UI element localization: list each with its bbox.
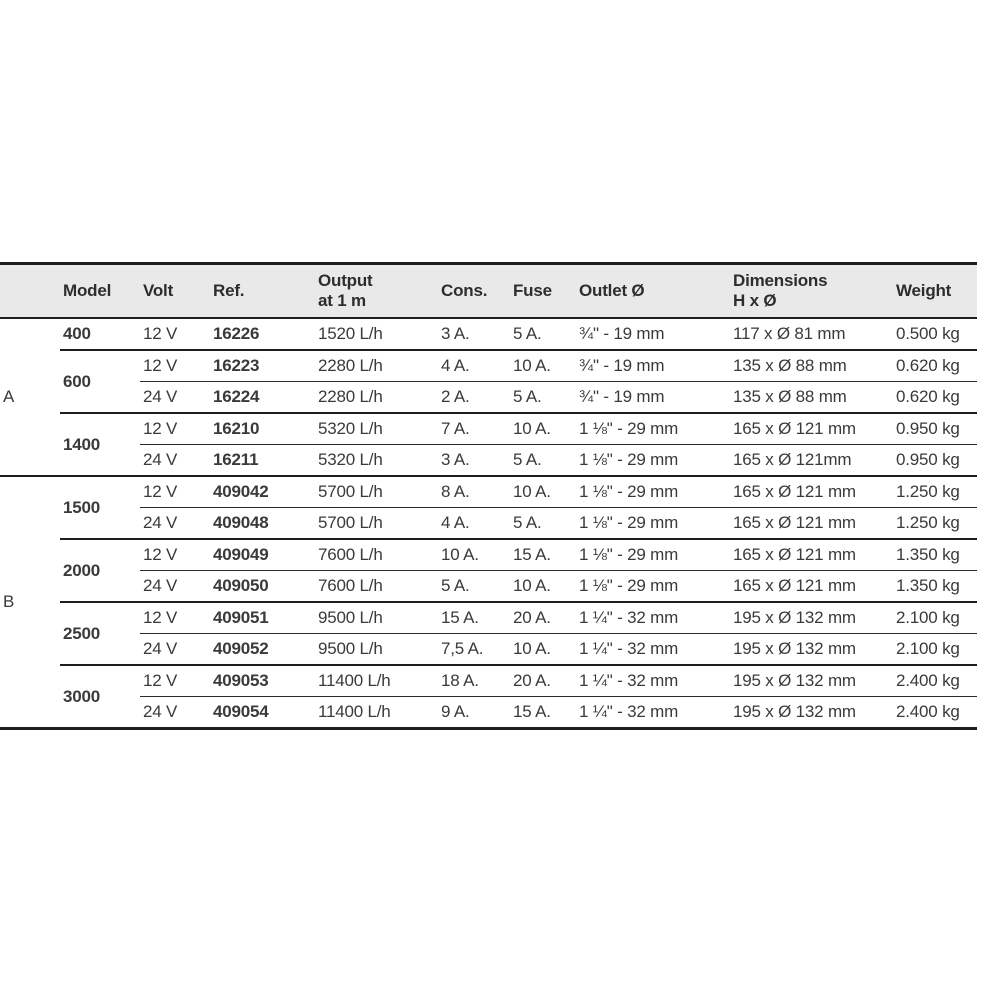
cell-weight: 2.400 kg bbox=[896, 702, 960, 721]
cell-output: 9500 L/h bbox=[315, 634, 438, 666]
cell-model: 2000 bbox=[60, 539, 140, 602]
cell-weight: 2.400 kg bbox=[893, 665, 977, 697]
table-row bbox=[0, 413, 977, 445]
cell-model: 400 bbox=[60, 318, 140, 350]
cell-outlet: 1 ¼" - 32 mm bbox=[576, 665, 730, 697]
cell-volt: 12 V bbox=[140, 350, 210, 382]
cell-fuse: 10 A. bbox=[510, 634, 576, 666]
cell-output: 5320 L/h bbox=[315, 445, 438, 477]
table-row bbox=[0, 697, 977, 729]
cell-dimensions: 165 x Ø 121mm bbox=[730, 445, 893, 477]
cell-model: 2500 bbox=[60, 602, 140, 665]
cell-cons: 5 A. bbox=[438, 571, 510, 603]
cell-outlet: 1 ¼" - 32 mm bbox=[576, 602, 730, 634]
header-dimensions-line2: H x Ø bbox=[733, 291, 777, 310]
header-weight: Weight bbox=[893, 264, 977, 319]
cell-fuse: 5 A. bbox=[510, 508, 576, 540]
cell-weight: 0.620 kg bbox=[893, 382, 977, 414]
cell-cons: 8 A. bbox=[438, 476, 510, 508]
cell-output: 9500 L/h bbox=[315, 602, 438, 634]
cell-ref: 409052 bbox=[210, 634, 315, 666]
header-dimensions-line1: Dimensions bbox=[733, 271, 828, 290]
table-row bbox=[0, 571, 977, 603]
cell-model: 600 bbox=[60, 350, 140, 413]
cell-cons: 7 A. bbox=[438, 413, 510, 445]
header-row bbox=[0, 264, 977, 319]
cell-output: 2280 L/h bbox=[315, 350, 438, 382]
cell-volt: 24 V bbox=[140, 634, 210, 666]
cell-dimensions: 165 x Ø 121 mm bbox=[730, 571, 893, 603]
cell-weight: 0.950 kg bbox=[893, 413, 977, 445]
cell-cons: 2 A. bbox=[438, 382, 510, 414]
cell-volt: 12 V bbox=[140, 318, 210, 350]
table-row bbox=[0, 634, 977, 666]
table-row bbox=[0, 602, 977, 634]
cell-ref: 409049 bbox=[210, 539, 315, 571]
cell-fuse: 5 A. bbox=[510, 382, 576, 414]
cell-fuse: 15 A. bbox=[513, 702, 551, 721]
cell-ref: 409053 bbox=[210, 665, 315, 697]
cell-cons: 10 A. bbox=[438, 539, 510, 571]
cell-weight: 0.950 kg bbox=[893, 445, 977, 477]
cell-cons: 4 A. bbox=[438, 350, 510, 382]
table-row bbox=[0, 476, 977, 508]
cell-cons: 4 A. bbox=[438, 508, 510, 540]
cell-model: 3000 bbox=[60, 665, 140, 729]
cell-outlet: 1 ⅛" - 29 mm bbox=[576, 476, 730, 508]
cell-volt: 12 V bbox=[140, 602, 210, 634]
cell-weight: 1.250 kg bbox=[893, 476, 977, 508]
cell-dimensions: 135 x Ø 88 mm bbox=[730, 382, 893, 414]
header-cons: Cons. bbox=[438, 264, 510, 319]
header-outlet: Outlet Ø bbox=[576, 264, 730, 319]
table-row bbox=[0, 665, 977, 697]
cell-fuse: 10 A. bbox=[510, 571, 576, 603]
cell-fuse: 10 A. bbox=[510, 413, 576, 445]
cell-ref: 409051 bbox=[210, 602, 315, 634]
cell-volt: 24 V bbox=[140, 445, 210, 477]
section-label-b: B bbox=[3, 592, 15, 611]
cell-outlet: ¾" - 19 mm bbox=[576, 382, 730, 414]
cell-weight: 2.100 kg bbox=[893, 602, 977, 634]
cell-model: 1400 bbox=[60, 413, 140, 476]
header-model: Model bbox=[60, 264, 140, 319]
cell-volt: 24 V bbox=[140, 382, 210, 414]
header-output bbox=[315, 264, 438, 319]
cell-ref: 409054 bbox=[213, 702, 269, 721]
cell-ref: 409042 bbox=[210, 476, 315, 508]
cell-volt: 12 V bbox=[140, 413, 210, 445]
cell-output: 5700 L/h bbox=[315, 476, 438, 508]
cell-model: 1500 bbox=[60, 476, 140, 539]
cell-weight: 1.350 kg bbox=[893, 571, 977, 603]
cell-fuse: 5 A. bbox=[510, 318, 576, 350]
cell-outlet: 1 ⅛" - 29 mm bbox=[576, 445, 730, 477]
header-fuse: Fuse bbox=[510, 264, 576, 319]
cell-volt: 12 V bbox=[140, 476, 210, 508]
cell-weight: 0.500 kg bbox=[893, 318, 977, 350]
cell-output: 5700 L/h bbox=[315, 508, 438, 540]
cell-cons: 15 A. bbox=[438, 602, 510, 634]
cell-fuse: 20 A. bbox=[510, 665, 576, 697]
table-row bbox=[0, 318, 977, 350]
cell-fuse: 10 A. bbox=[510, 350, 576, 382]
cell-dimensions: 165 x Ø 121 mm bbox=[730, 476, 893, 508]
table-row bbox=[0, 539, 977, 571]
cell-ref: 16226 bbox=[210, 318, 315, 350]
cell-cons: 18 A. bbox=[438, 665, 510, 697]
cell-ref: 409048 bbox=[210, 508, 315, 540]
cell-weight: 0.620 kg bbox=[893, 350, 977, 382]
cell-outlet: 1 ¼" - 32 mm bbox=[579, 702, 679, 721]
table-row bbox=[0, 382, 977, 414]
cell-dimensions: 165 x Ø 121 mm bbox=[730, 413, 893, 445]
table-row bbox=[0, 350, 977, 382]
header-dimensions bbox=[730, 264, 893, 319]
cell-ref: 16210 bbox=[210, 413, 315, 445]
cell-dimensions: 195 x Ø 132 mm bbox=[730, 634, 893, 666]
cell-fuse: 20 A. bbox=[510, 602, 576, 634]
pump-spec-table bbox=[0, 262, 977, 730]
cell-weight: 1.250 kg bbox=[893, 508, 977, 540]
cell-outlet: 1 ⅛" - 29 mm bbox=[576, 539, 730, 571]
header-ref: Ref. bbox=[210, 264, 315, 319]
cell-output: 2280 L/h bbox=[315, 382, 438, 414]
cell-outlet: 1 ⅛" - 29 mm bbox=[576, 571, 730, 603]
cell-outlet: 1 ⅛" - 29 mm bbox=[576, 413, 730, 445]
header-output-line1: Output bbox=[318, 271, 373, 290]
table-row bbox=[0, 445, 977, 477]
cell-ref: 409050 bbox=[210, 571, 315, 603]
cell-fuse: 15 A. bbox=[510, 539, 576, 571]
cell-volt: 24 V bbox=[140, 571, 210, 603]
cell-cons: 7,5 A. bbox=[438, 634, 510, 666]
cell-output: 7600 L/h bbox=[315, 571, 438, 603]
cell-volt: 12 V bbox=[140, 539, 210, 571]
header-output-line2: at 1 m bbox=[318, 291, 366, 310]
cell-weight: 2.100 kg bbox=[893, 634, 977, 666]
header-volt: Volt bbox=[140, 264, 210, 319]
cell-fuse: 5 A. bbox=[510, 445, 576, 477]
cell-dimensions: 165 x Ø 121 mm bbox=[730, 508, 893, 540]
cell-volt: 24 V bbox=[140, 508, 210, 540]
cell-dimensions: 117 x Ø 81 mm bbox=[730, 318, 893, 350]
cell-outlet: 1 ¼" - 32 mm bbox=[576, 634, 730, 666]
spec-table-container bbox=[0, 262, 977, 730]
cell-weight: 1.350 kg bbox=[893, 539, 977, 571]
cell-outlet: ¾" - 19 mm bbox=[576, 350, 730, 382]
cell-volt: 24 V bbox=[143, 702, 178, 721]
cell-dimensions: 195 x Ø 132 mm bbox=[730, 665, 893, 697]
section-label-a: A bbox=[0, 318, 60, 476]
cell-dimensions: 135 x Ø 88 mm bbox=[730, 350, 893, 382]
cell-ref: 16211 bbox=[210, 445, 315, 477]
cell-dimensions: 165 x Ø 121 mm bbox=[730, 539, 893, 571]
cell-output: 7600 L/h bbox=[315, 539, 438, 571]
cell-cons: 9 A. bbox=[441, 702, 470, 721]
cell-dimensions: 195 x Ø 132 mm bbox=[730, 602, 893, 634]
cell-volt: 12 V bbox=[140, 665, 210, 697]
cell-output: 11400 L/h bbox=[315, 665, 438, 697]
cell-cons: 3 A. bbox=[438, 318, 510, 350]
cell-output: 5320 L/h bbox=[315, 413, 438, 445]
cell-outlet: 1 ⅛" - 29 mm bbox=[576, 508, 730, 540]
cell-ref: 16223 bbox=[210, 350, 315, 382]
cell-cons: 3 A. bbox=[438, 445, 510, 477]
cell-output: 11400 L/h bbox=[318, 702, 391, 721]
cell-output: 1520 L/h bbox=[315, 318, 438, 350]
header-section-spacer bbox=[0, 264, 60, 319]
cell-fuse: 10 A. bbox=[510, 476, 576, 508]
cell-outlet: ¾" - 19 mm bbox=[576, 318, 730, 350]
cell-dimensions: 195 x Ø 132 mm bbox=[733, 702, 856, 721]
cell-ref: 16224 bbox=[210, 382, 315, 414]
table-row bbox=[0, 508, 977, 540]
